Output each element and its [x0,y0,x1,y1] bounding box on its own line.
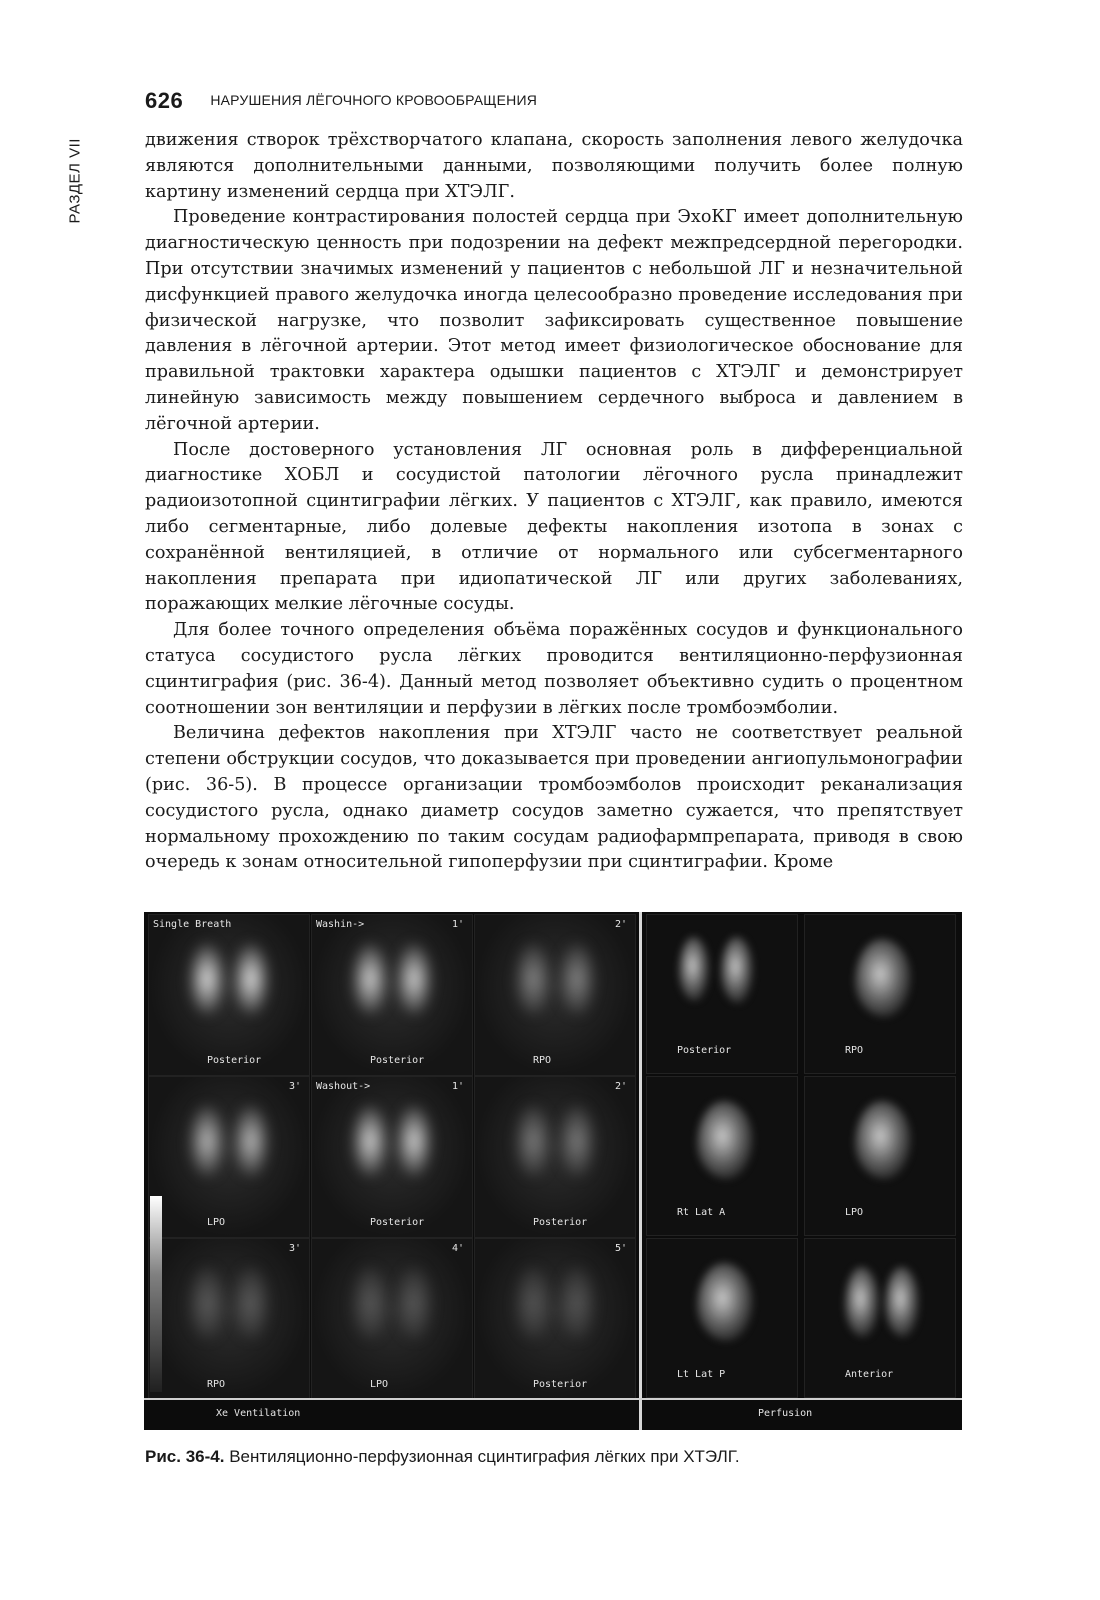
paragraph: движения створок трёхстворчатого клапана, скорость заполнения левого желудочка являются дополнительными данными, позволяющими получить более полную картину изменений сердца при ХТЭЛГ. [145,130,963,202]
panel-view-label: RPO [207,1379,226,1390]
panel-view-label: Posterior [207,1055,262,1066]
lung-activity-blob [352,1267,388,1339]
figure-footer-line [144,1398,962,1400]
lung-activity-blob [396,1105,432,1177]
perfusion-image-panel [646,914,798,1074]
lung-activity-blob [559,1105,595,1177]
lung-activity-blob [189,1105,225,1177]
panel-time-label: 4' [451,1243,464,1254]
panel-view-label: RPO [845,1045,864,1056]
perfusion-image-panel [804,1238,956,1398]
paragraph: Проведение контрастирования полостей сердца при ЭхоКГ имеет дополнительную диагностическую ценность при подозрении на дефект межпредсердной перегородки. При отсутствии значимых изменений у пациентов с небольшой ЛГ и незначительной дисфункцией правого желудочка иногда целесообразно проведение исследования при физической нагрузке, что позволит зафиксировать существенное повышение давления в лёгочной артерии. Этот метод имеет физиологическое обоснование для правильной трактовки характера одышки пациентов с ХТЭЛГ и демонстрирует линейную зависимость между повышением сердечного выброса и давлением в лёгочной артерии. [145,207,963,434]
lung-activity-blob [352,943,388,1015]
paragraph: Величина дефектов накопления при ХТЭЛГ часто не соответствует реальной степени обструкции сосудов, что доказывается при проведении ангиопульмонографии (рис. 36-5). В процессе организации тромбоэмболов происходит реканализация сосудистого русла, однако диаметр сосудов заметно сужается, что препятствует нормальному прохождению по таким сосудам радиофармпрепарата, приводя в свою очередь к зонам относительной гипоперфузии при сцинтиграфии. Кроме [145,723,963,873]
lung-activity-blob [721,937,753,1003]
perfusion-image-panel [804,914,956,1074]
caption-text: Вентиляционно-перфузионная сцинтиграфия лёгких при ХТЭЛГ. [229,1447,740,1466]
lung-activity-blob [233,943,269,1015]
caption-label: Рис. 36-4. [145,1447,225,1466]
lung-activity-blob [189,1267,225,1339]
running-title: НАРУШЕНИЯ ЛЁГОЧНОГО КРОВООБРАЩЕНИЯ [210,92,538,108]
panel-time-label: 5' [614,1243,627,1254]
panel-view-label: LPO [370,1379,389,1390]
ventilation-image-panel [311,1238,473,1400]
lung-activity-blob [515,943,551,1015]
panel-view-label: LPO [845,1207,864,1218]
perfusion-image-panel [646,1076,798,1236]
panel-time-label: 2' [614,1081,627,1092]
panel-top-label: Washout-> [316,1081,371,1092]
panel-view-label: Rt Lat A [677,1207,726,1218]
panel-view-label: Posterior [370,1217,425,1228]
panel-view-label: Posterior [370,1055,425,1066]
panel-time-label: 3' [288,1243,301,1254]
perfusion-image-panel [804,1076,956,1236]
paragraph: Для более точного определения объёма поражённых сосудов и функционального статуса сосудистого русла лёгких проводится вентиляционно-перфузионная сцинтиграфия (рис. 36-4). Данный метод позволяет объективно судить о процентном соотношении зон вентиляции и перфузии в лёгких после тромбоэмболии. [145,620,963,718]
panel-time-label: 1' [451,919,464,930]
lung-activity-blob [515,1105,551,1177]
lung-activity-blob [855,939,911,1017]
intensity-color-bar [150,1196,162,1392]
lung-activity-blob [885,1267,919,1337]
ventilation-image-panel [148,1238,310,1400]
paragraph: После достоверного установления ЛГ основная роль в дифференциальной диагностике ХОБЛ и сосудистой патологии лёгочного русла принадлежит радиоизотопной сцинтиграфии лёгких. У пациентов с ХТЭЛГ, как правило, имеются либо сегментарные, либо долевые дефекты накопления изотопа в зонах с сохранённой вентиляцией, в отличие от нормального или субсегментарного накопления препарата при идиопатической ЛГ или других заболеваниях, поражающих мелкие лёгочные сосуды. [145,439,963,615]
ventilation-image-panel [474,1238,636,1400]
ventilation-image-panel [148,914,310,1076]
panel-view-label: Posterior [533,1379,588,1390]
panel-view-label: Anterior [845,1369,894,1380]
panel-top-label: Washin-> [316,919,365,930]
panel-time-label: 2' [614,919,627,930]
panel-view-label: RPO [533,1055,552,1066]
section-side-label-text: РАЗДЕЛ VII [66,138,84,224]
ventilation-image-panel [148,1076,310,1238]
lung-activity-blob [515,1267,551,1339]
lung-activity-blob [679,937,709,1001]
ventilation-image-panel [311,914,473,1076]
panel-view-label: Posterior [533,1217,588,1228]
lung-activity-blob [559,943,595,1015]
lung-activity-blob [697,1101,753,1179]
ventilation-footer-label: Xe Ventilation [216,1408,301,1419]
figure-caption [145,1447,965,1467]
lung-activity-blob [697,1263,753,1341]
panel-time-label: 1' [451,1081,464,1092]
lung-activity-blob [189,943,225,1015]
lung-activity-blob [233,1105,269,1177]
lung-activity-blob [396,1267,432,1339]
lung-activity-blob [233,1267,269,1339]
page-header [145,88,965,118]
section-side-label [60,120,90,230]
panel-view-label: LPO [207,1217,226,1228]
ventilation-image-panel [474,914,636,1076]
ventilation-image-panel [311,1076,473,1238]
lung-activity-blob [396,943,432,1015]
panel-time-label: 3' [288,1081,301,1092]
panel-view-label: Lt Lat P [677,1369,726,1380]
body-text [145,128,963,876]
lung-activity-blob [845,1267,879,1337]
perfusion-footer-label: Perfusion [758,1408,813,1419]
figure-divider [639,912,642,1430]
lung-activity-blob [352,1105,388,1177]
perfusion-image-panel [646,1238,798,1398]
panel-top-label: Single Breath [153,919,232,930]
panel-view-label: Posterior [677,1045,732,1056]
page-number: 626 [145,88,184,113]
lung-activity-blob [855,1101,911,1179]
lung-activity-blob [559,1267,595,1339]
ventilation-image-panel [474,1076,636,1238]
scintigraphy-figure [144,912,962,1430]
